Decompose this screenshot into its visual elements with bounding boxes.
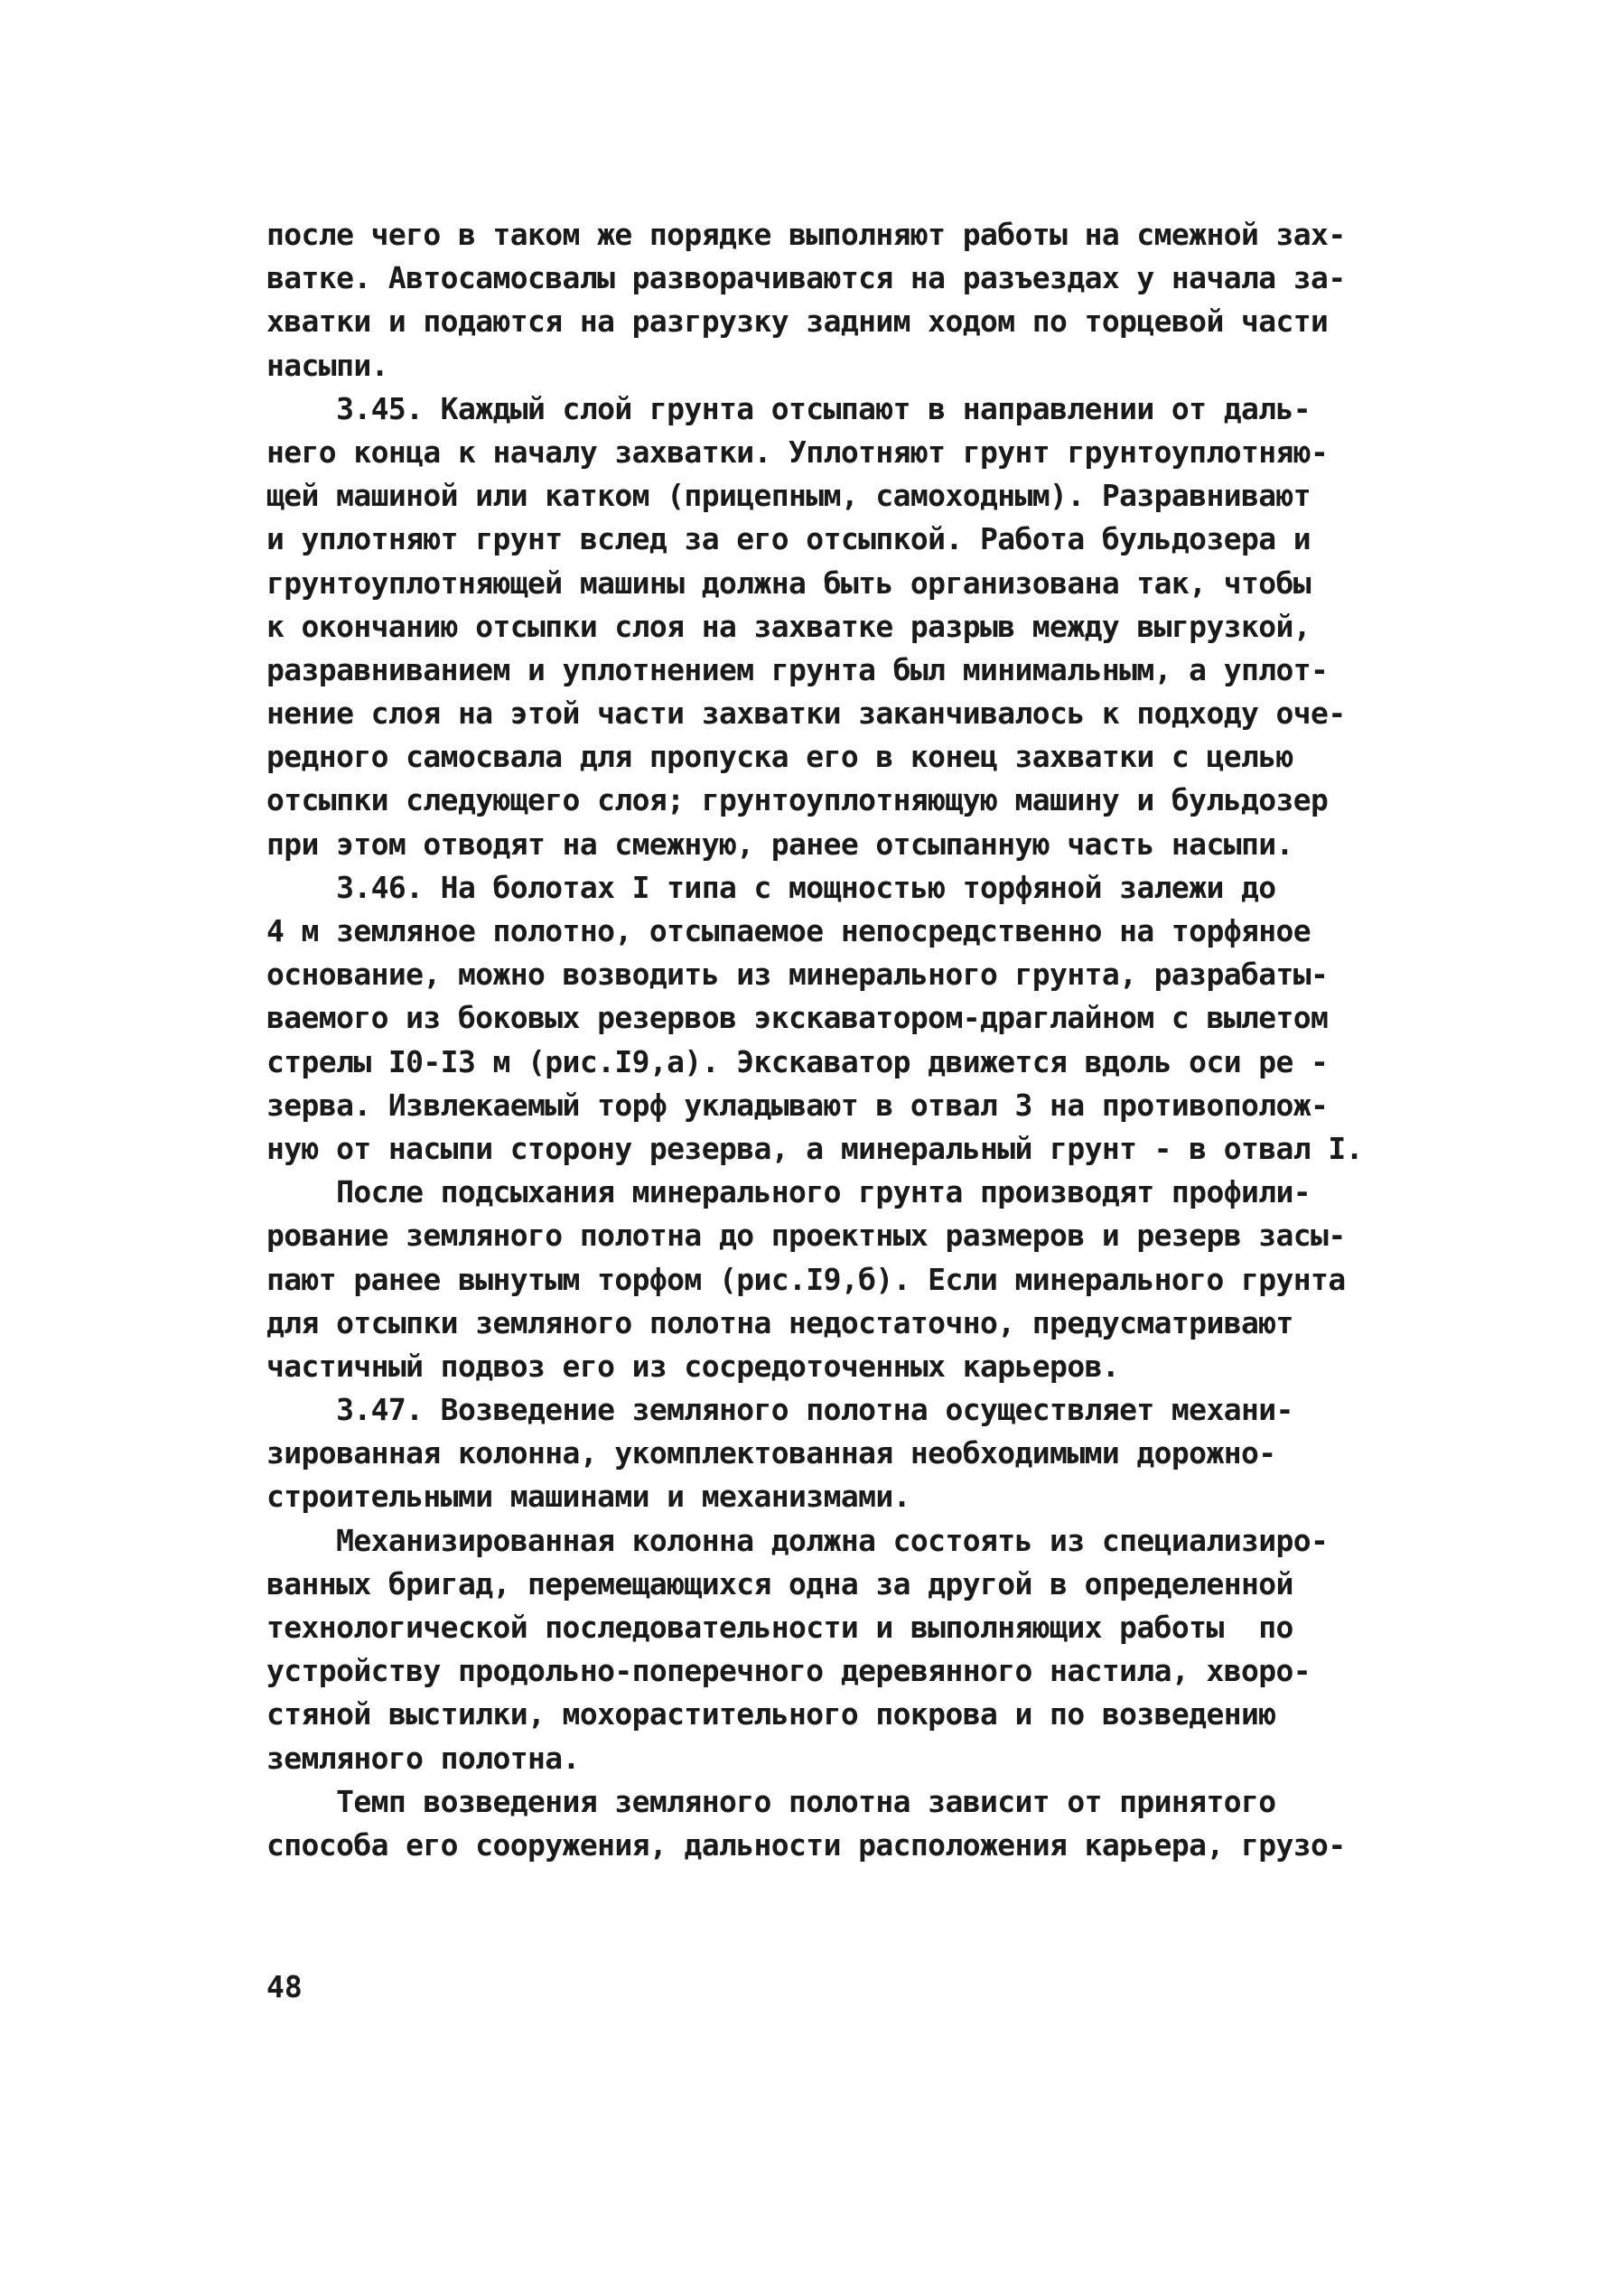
text-line: Темп возведения земляного полотна зависит от принятого — [266, 1783, 1276, 1819]
text-line: при этом отводят на смежную, ранее отсыпанную часть насыпи. — [266, 826, 1293, 862]
text-line: к окончанию отсыпки слоя на захватке разрыв между выгрузкой, — [266, 608, 1311, 644]
text-line: и уплотняют грунт вслед за его отсыпкой. Работа бульдозера и — [266, 521, 1311, 557]
text-line: разравниванием и уплотнением грунта был минимальным, а уплот- — [266, 651, 1329, 687]
text-line: редного самосвала для пропуска его в конец захватки с целью — [266, 739, 1293, 775]
text-line: земляного полотна. — [266, 1740, 580, 1776]
text-line: основание, можно возводить из минерального грунта, разрабаты- — [266, 957, 1329, 993]
text-line: 3.46. На болотах I типа с мощностью торфяной залежи до — [266, 869, 1276, 905]
text-line: щей машиной или катком (прицепным, самоходным). Разравнивают — [266, 478, 1311, 514]
text-line: стрелы I0-I3 м (рис.I9,а). Экскаватор движется вдоль оси ре - — [266, 1043, 1329, 1079]
text-line: рование земляного полотна до проектных размеров и резерв засы- — [266, 1218, 1346, 1254]
text-line: отсыпки следующего слоя; грунтоуплотняющую машину и бульдозер — [266, 782, 1329, 818]
text-line: 3.45. Каждый слой грунта отсыпают в направлении от даль- — [266, 390, 1311, 426]
text-line: зерва. Извлекаемый торф укладывают в отвал 3 на противополож- — [266, 1087, 1329, 1123]
text-line: Механизированная колонна должна состоять из специализиро- — [266, 1522, 1329, 1558]
text-line: ванных бригад, перемещающихся одна за другой в определенной — [266, 1565, 1293, 1601]
text-line: ную от насыпи сторону резерва, а минеральный грунт - в отвал I. — [266, 1130, 1363, 1166]
text-line: него конца к началу захватки. Уплотняют грунт грунтоуплотняю- — [266, 434, 1329, 470]
text-line: зированная колонна, укомплектованная необходимыми дорожно- — [266, 1435, 1276, 1471]
text-line: насыпи. — [266, 347, 388, 383]
text-line: После подсыхания минерального грунта производят профили- — [266, 1174, 1311, 1210]
text-line: 3.47. Возведение земляного полотна осуществляет механи- — [266, 1392, 1293, 1428]
text-line: способа его сооружения, дальности расположения карьера, грузо- — [266, 1826, 1346, 1863]
text-line: строительными машинами и механизмами. — [266, 1479, 910, 1515]
text-line: пают ранее вынутым торфом (рис.I9,б). Если минерального грунта — [266, 1261, 1346, 1297]
page-number: 48 — [266, 1969, 303, 2004]
text-line: хватки и подаются на разгрузку задним ходом по торцевой части — [266, 303, 1329, 340]
text-line: устройству продольно-поперечного деревянного настила, хворо- — [266, 1653, 1311, 1689]
text-line: нение слоя на этой части захватки заканчивалось к подходу оче- — [266, 696, 1346, 732]
text-line: ваемого из боковых резервов экскаватором-драглайном с вылетом — [266, 1000, 1329, 1036]
text-line: ватке. Автосамосвалы разворачиваются на разъездах у начала за- — [266, 260, 1346, 296]
text-line: после чего в таком же порядке выполняют работы на смежной зах- — [266, 217, 1346, 252]
text-line: частичный подвоз его из сосредоточенных карьеров. — [266, 1348, 1120, 1384]
text-line: технологической последовательности и выполняющих работы по — [266, 1610, 1293, 1645]
text-line: стяной выстилки, мохорастительного покрова и по возведению — [266, 1696, 1276, 1732]
text-line: 4 м земляное полотно, отсыпаемое непосредственно на торфяное — [266, 913, 1311, 948]
body-text — [266, 213, 1432, 1867]
text-line: для отсыпки земляного полотна недостаточно, предусматривают — [266, 1304, 1293, 1340]
text-line: грунтоуплотняющей машины должна быть организована так, чтобы — [266, 565, 1311, 601]
